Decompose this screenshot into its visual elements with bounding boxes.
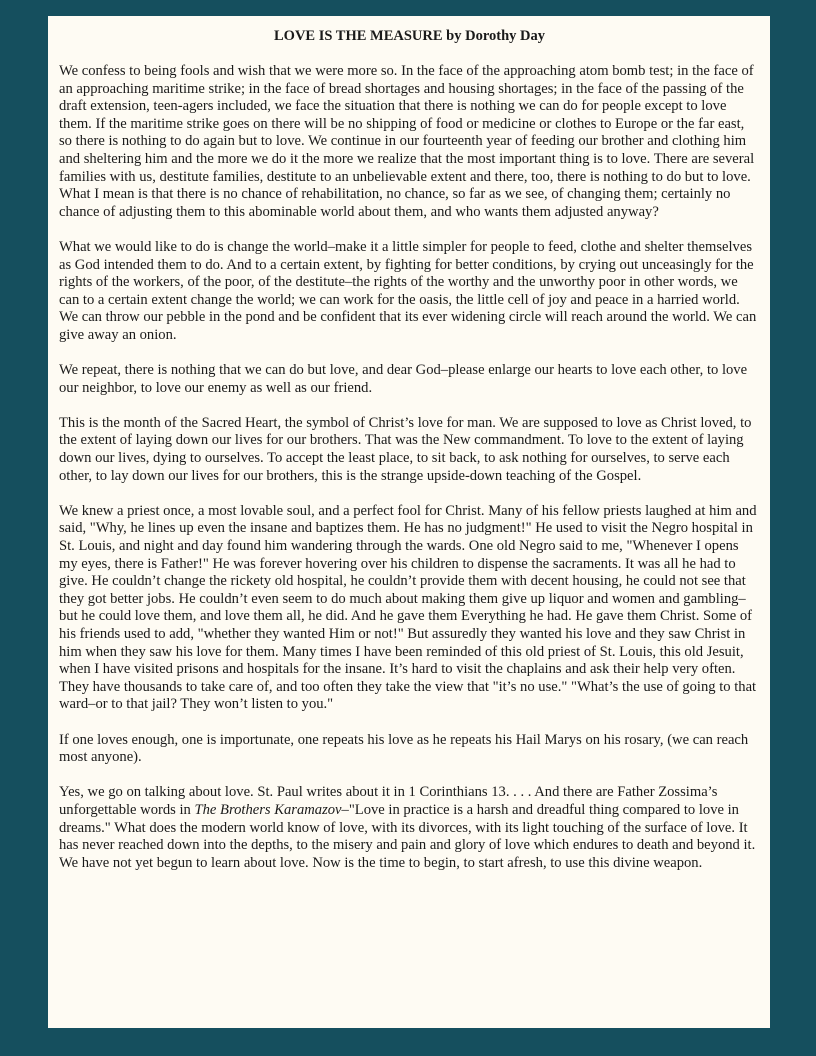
document-page: [48, 16, 770, 1028]
paragraph-3: We repeat, there is nothing that we can do but love, and dear God–please enlarge our hearts to love each other, to love our neighbor, to love our enemy as well as our friend.: [59, 362, 748, 396]
paragraph-7: [59, 784, 760, 872]
book-title: The Brothers Karamazov: [194, 801, 342, 818]
document-title: LOVE IS THE MEASURE by Dorothy Day: [274, 28, 545, 44]
paragraph-7-before: Yes, we go on talking about love. St. Paul writes about it in 1 Corinthians 13. . . . And there are Father Zossima’s unforgettable words in: [59, 784, 718, 818]
paragraph-1: We confess to being fools and wish that we were more so. In the face of the approaching atom bomb test; in the face of an approaching maritime strike; in the face of bread shortages and housing shortages; in the face of the passing of the draft extension, teen-agers included, we face the situation that there is nothing we can do for people except to love them. If the maritime strike goes on there will be no shipping of food or medicine or clothes to Europe or the far east, so there is nothing to do again but to love. We continue in our fourteenth year of feeding our brother and clothing him and sheltering him and the more we do it the more we realize that the most important thing is to love. There are several families with us, destitute families, destitute to an unbelievable extent and there, too, there is nothing to do but to love. What I mean is that there is no chance of rehabilitation, no chance, so far as we see, of changing them; certainly no chance of adjusting them to this abominable world about them, and who wants them adjusted anyway?: [59, 63, 755, 220]
paragraph-7-after: –"Love in practice is a harsh and dreadful thing compared to love in dreams." What does the modern world know of love, with its divorces, with its light touching of the surface of love. It has never reached down into the depths, to the misery and pain and glory of love which endures to death and beyond it. We have not yet begun to learn about love. Now is the time to begin, to start afresh, to use this divine weapon.: [59, 801, 756, 871]
paragraph-5: We knew a priest once, a most lovable soul, and a perfect fool for Christ. Many of his fellow priests laughed at him and said, "Why, he lines up even the insane and baptizes them. He has no judgment!" He used to visit the Negro hospital in St. Louis, and night and day found him wandering through the wards. One old Negro said to me, "Whenever I opens my eyes, there is Father!" He was forever hovering over his children to dispense the sacraments. It was all he had to give. He couldn’t change the rickety old hospital, he couldn’t provide them with decent housing, he could not see that they got better jobs. He couldn’t even seem to do much about making them give up liquor and women and gambling–but he could love them, and love them all, he did. And he gave them Everything he had. He gave them Christ. Some of his friends used to add, "whether they wanted Him or not!" But assuredly they wanted his love and they saw Christ in him when they saw his love for them. Many times I have been reminded of this old priest of St. Louis, this old Jesuit, when I have visited prisons and hospitals for the insane. It’s hard to visit the chaplains and ask their help very often. They have thousands to take care of, and too often they take the view that "it’s no use." "What’s the use of going to that ward–or to that jail? They won’t listen to you.": [59, 502, 757, 713]
paragraph-2: What we would like to do is change the world–make it a little simpler for people to feed, clothe and shelter themselves as God intended them to do. And to a certain extent, by fighting for better conditions, by crying out unceasingly for the rights of the workers, of the poor, of the destitute–the rights of the worthy and the unworthy poor in other words, we can to a certain extent change the world; we can work for the oasis, the little cell of joy and peace in a harried world. We can throw our pebble in the pond and be confident that its ever widening circle will reach around the world. We can give away an onion.: [59, 238, 757, 343]
paragraph-4: This is the month of the Sacred Heart, the symbol of Christ’s love for man. We are supposed to love as Christ loved, to the extent of laying down our lives for our brothers. That was the New commandment. To love to the extent of laying down our lives, dying to ourselves. To accept the least place, to sit back, to ask nothing for ourselves, to serve each other, to lay down our lives for our brothers, this is the strange upside-down teaching of the Gospel.: [59, 414, 752, 484]
paragraph-6: If one loves enough, one is importunate, one repeats his love as he repeats his Hail Marys on his rosary, (we can reach most anyone).: [59, 731, 749, 766]
